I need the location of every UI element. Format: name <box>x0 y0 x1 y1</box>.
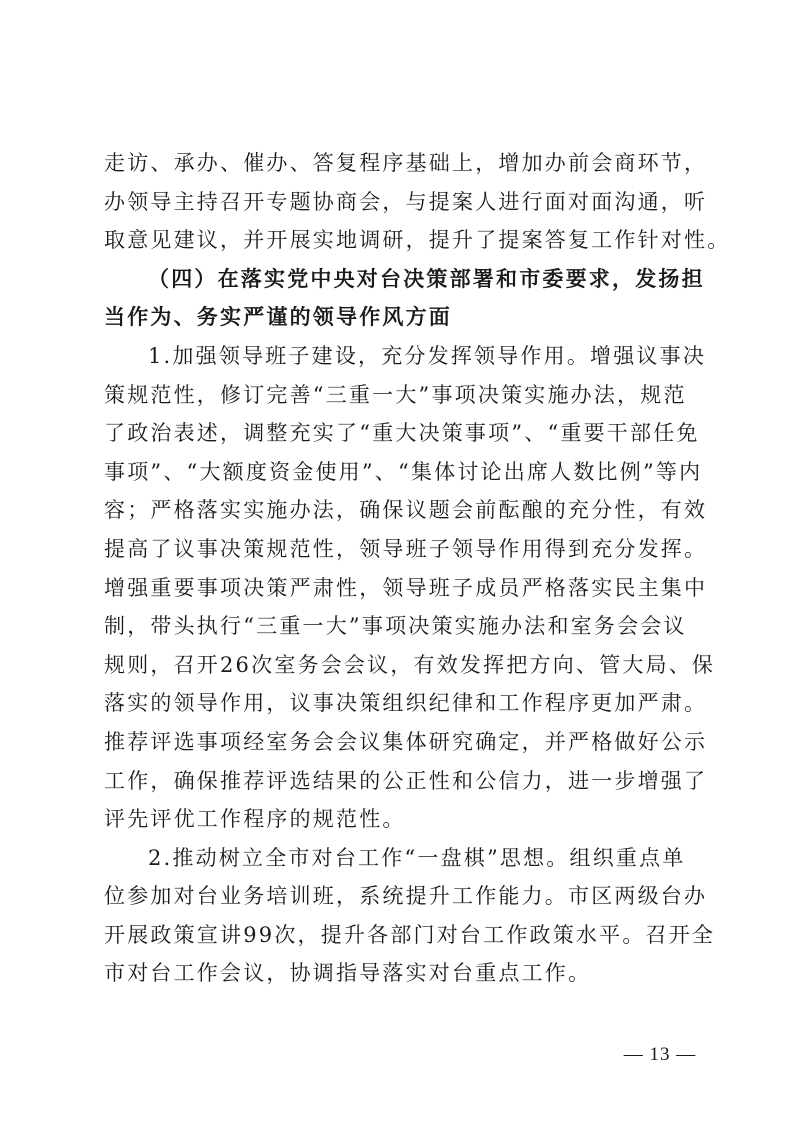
section-heading: （四）在落实党中央对台决策部署和市委要求，发扬担 <box>148 265 705 291</box>
body-line: 了政治表述，调整充实了“重大决策事项”、“重要干部任免 <box>104 421 700 446</box>
paragraph-start: 1.加强领导班子建设，充分发挥领导作用。增强议事决 <box>148 343 707 368</box>
body-line: 增强重要事项决策严肃性，领导班子成员严格落实民主集中 <box>104 575 708 600</box>
body-line: 推荐评选事项经室务会会议集体研究确定，并严格做好公示 <box>104 729 708 754</box>
page-number: — 13 — <box>623 1044 697 1065</box>
body-line: 事项”、“大额度资金使用”、“集体讨论出席人数比例”等内 <box>104 459 703 484</box>
body-line: 制，带头执行“三重一大”事项决策实施办法和室务会会议 <box>104 614 687 639</box>
document-body <box>104 144 731 993</box>
body-line: 市对台工作会议，协调指导落实对台重点工作。 <box>104 961 592 986</box>
body-line: 策规范性，修订完善“三重一大”事项决策实施办法，规范 <box>104 382 687 407</box>
body-line: 评先评优工作程序的规范性。 <box>104 807 406 832</box>
section-heading-continued: 当作为、务实严谨的领导作风方面 <box>104 304 452 330</box>
body-line: 提高了议事决策规范性，领导班子领导作用得到充分发挥。 <box>104 536 708 561</box>
body-line: 工作，确保推荐评选结果的公正性和公信力，进一步增强了 <box>104 768 708 793</box>
body-line: 开展政策宣讲99次，提升各部门对台工作政策水平。召开全 <box>104 922 716 947</box>
body-line: 容；严格落实实施办法，确保议题会前酝酿的充分性，有效 <box>104 498 708 523</box>
body-line: 办领导主持召开专题协商会，与提案人进行面对面沟通，听 <box>104 189 708 214</box>
paragraph-start: 2.推动树立全市对台工作“一盘棋”思想。组织重点单 <box>148 845 686 870</box>
body-line: 走访、承办、催办、答复程序基础上，增加办前会商环节， <box>104 151 708 175</box>
body-line: 规则，召开26次室务会会议，有效发挥把方向、管大局、保 <box>104 652 716 677</box>
body-line: 落实的领导作用，议事决策组织纪律和工作程序更加严肃。 <box>104 691 708 716</box>
body-line: 取意见建议，并开展实地调研，提升了提案答复工作针对性。 <box>104 228 731 253</box>
body-line: 位参加对台业务培训班，系统提升工作能力。市区两级台办 <box>104 884 708 909</box>
